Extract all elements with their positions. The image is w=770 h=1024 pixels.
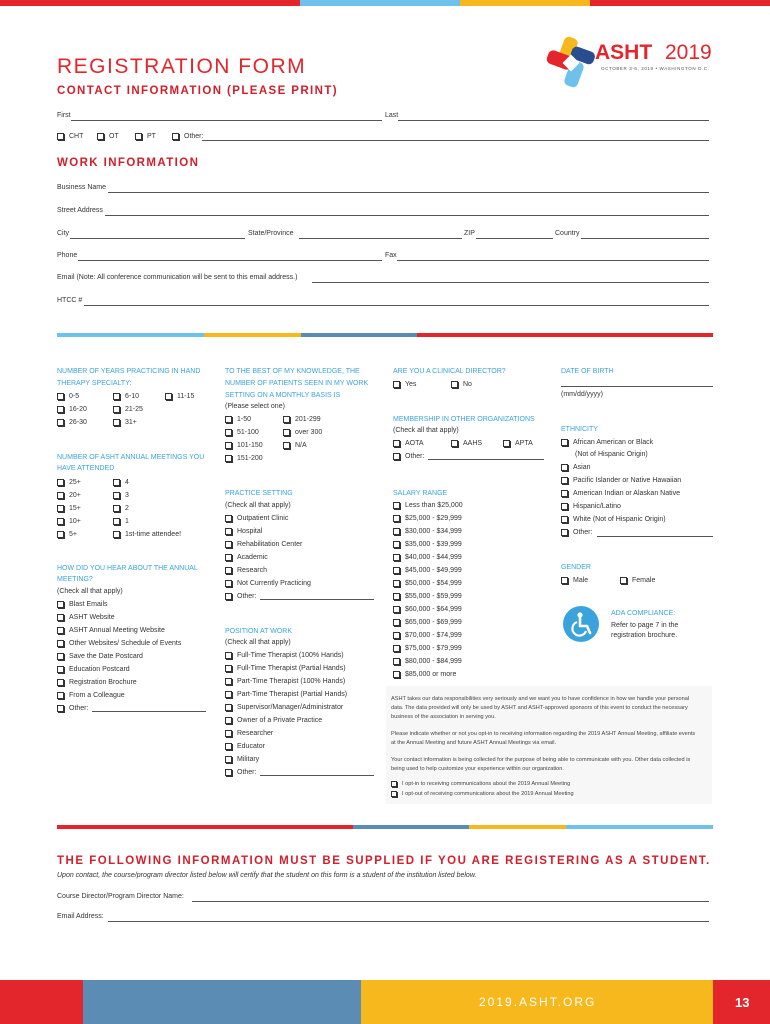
htcc-field[interactable] (84, 305, 709, 306)
meetings-15plus[interactable]: 15+ (57, 504, 81, 514)
setting-opt[interactable]: Rehabilitation Center (225, 540, 302, 550)
salary-opt[interactable]: $80,000 - $84,999 (393, 657, 462, 667)
notice-p1: ASHT takes our data responsibilities very seriously and we want you to have confidence in how we handle your personal data. The data provided will only be used by ASHT and ASHT-approved sponsors of this event to conduct the necessary business of the association in serving you. (391, 696, 690, 720)
salary-opt[interactable]: $85,000 or more (393, 670, 456, 680)
ethnicity-other-field[interactable] (597, 536, 713, 537)
phone-field[interactable] (78, 260, 382, 261)
page-title: REGISTRATION FORM (57, 55, 307, 78)
salary-opt[interactable]: $35,000 - $39,999 (393, 540, 462, 550)
position-opt[interactable]: Military (225, 755, 259, 765)
email-field[interactable] (312, 282, 709, 283)
ethnicity-title: ETHNICITY (561, 426, 598, 433)
hear-other[interactable]: Other: (57, 704, 88, 714)
dob-field[interactable] (561, 386, 713, 387)
hear-opt[interactable]: From a Colleague (57, 691, 125, 701)
patients-opt[interactable]: 101-150 (225, 441, 263, 451)
country-label: Country (555, 230, 580, 237)
ethnicity-opt[interactable]: Pacific Islander or Native Hawaiian (561, 476, 681, 486)
meetings-1[interactable]: 1 (113, 517, 129, 527)
cert-other-checkbox[interactable]: Other: (172, 132, 203, 142)
membership-other[interactable]: Other: (393, 452, 424, 462)
last-name-field[interactable] (398, 120, 709, 121)
position-opt[interactable]: Owner of a Private Practice (225, 716, 322, 726)
fax-label: Fax (385, 252, 397, 259)
years-31-plus[interactable]: 31+ (113, 418, 137, 428)
years-11-15[interactable]: 11-15 (165, 392, 194, 402)
position-opt[interactable]: Researcher (225, 729, 273, 739)
years-title-2: THERAPY SPECIALTY: (57, 380, 132, 387)
logo-year: 2019 (665, 41, 712, 64)
cert-pt-checkbox[interactable]: PT (135, 132, 156, 142)
contact-heading: CONTACT INFORMATION (PLEASE PRINT) (57, 85, 338, 97)
meetings-10plus[interactable]: 10+ (57, 517, 81, 527)
ethnicity-note: (Not of Hispanic Origin) (575, 451, 648, 458)
salary-title: SALARY RANGE (393, 490, 448, 497)
director-yes[interactable]: Yes (393, 380, 416, 390)
wheelchair-icon (563, 606, 599, 642)
setting-opt[interactable]: Academic (225, 553, 268, 563)
hear-sub: (Check all that apply) (57, 588, 123, 595)
meetings-2[interactable]: 2 (113, 504, 129, 514)
logo-tagline: OCTOBER 3-6, 2019 • WASHINGTON D.C. (601, 66, 710, 71)
position-other[interactable]: Other: (225, 768, 256, 778)
work-heading: WORK INFORMATION (57, 157, 200, 169)
hear-opt[interactable]: Save the Date Postcard (57, 652, 143, 662)
salary-opt[interactable]: $65,000 - $69,999 (393, 618, 462, 628)
htcc-label: HTCC # (57, 297, 83, 304)
fax-field[interactable] (397, 260, 709, 261)
divider-bar-2 (57, 825, 713, 829)
student-heading: THE FOLLOWING INFORMATION MUST BE SUPPLIED IF YOU ARE REGISTERING AS A STUDENT. (57, 855, 711, 867)
city-field[interactable] (70, 238, 245, 239)
street-field[interactable] (105, 215, 709, 216)
membership-title: MEMBERSHIP IN OTHER ORGANIZATIONS (393, 416, 535, 423)
ethnicity-other[interactable]: Other: (561, 528, 592, 538)
business-field[interactable] (108, 192, 709, 193)
student-subheading: Upon contact, the course/program director listed below will certify that the student on this form is a student of the institution listed below. (57, 872, 477, 879)
salary-opt[interactable]: $45,000 - $49,999 (393, 566, 462, 576)
cert-other-field[interactable] (202, 140, 709, 141)
top-color-bar (0, 0, 770, 6)
notice-p2: Please indicate whether or not you opt-in to receiving information regarding the 2019 ASHT Annual Meeting, affiliate events at the Annual Meeting and future ASHT Annual Meetings via email. (391, 731, 696, 746)
patients-opt[interactable]: 201-299 (283, 415, 321, 425)
city-label: City (57, 230, 70, 237)
dob-sub: (mm/dd/yyyy) (561, 391, 603, 398)
membership-aahs[interactable]: AAHS (451, 439, 482, 449)
zip-label: ZIP (464, 230, 475, 237)
director-email-field[interactable] (108, 921, 709, 922)
membership-aota[interactable]: AOTA (393, 439, 424, 449)
gender-female[interactable]: Female (620, 576, 655, 586)
salary-opt[interactable]: $40,000 - $44,999 (393, 553, 462, 563)
setting-opt[interactable]: Not Currently Practicing (225, 579, 311, 589)
setting-other[interactable]: Other: (225, 592, 256, 602)
setting-opt[interactable]: Hospital (225, 527, 262, 537)
first-name-field[interactable] (71, 120, 382, 121)
membership-sub: (Check all that apply) (393, 427, 459, 434)
hands-logo-icon (545, 35, 597, 90)
position-opt[interactable]: Part-Time Therapist (Partial Hands) (225, 690, 347, 700)
gender-title: GENDER (561, 564, 591, 571)
zip-field[interactable] (476, 238, 553, 239)
meetings-20plus[interactable]: 20+ (57, 491, 81, 501)
phone-label: Phone (57, 252, 78, 259)
hear-opt[interactable]: ASHT Website (57, 613, 115, 623)
setting-opt[interactable]: Outpatient Clinic (225, 514, 288, 524)
director-title: ARE YOU A CLINICAL DIRECTOR? (393, 368, 506, 375)
salary-opt[interactable]: $55,000 - $59,999 (393, 592, 462, 602)
director-name-label: Course Director/Program Director Name: (57, 893, 184, 900)
hear-opt[interactable]: Registration Brochure (57, 678, 137, 688)
street-label: Street Address (57, 207, 103, 214)
footer-bar (0, 980, 770, 1024)
years-21-25[interactable]: 21-25 (113, 405, 143, 415)
membership-apta[interactable]: APTA (503, 439, 533, 449)
meetings-4[interactable]: 4 (113, 478, 129, 488)
hear-opt[interactable]: Education Postcard (57, 665, 130, 675)
ethnicity-opt[interactable]: African American or Black (561, 438, 653, 448)
country-field[interactable] (581, 238, 709, 239)
state-field[interactable] (299, 238, 462, 239)
position-opt[interactable]: Full-Time Therapist (100% Hands) (225, 651, 344, 661)
hear-other-field[interactable] (92, 711, 206, 712)
salary-opt[interactable]: $60,000 - $64,999 (393, 605, 462, 615)
notice-p3: Your contact information is being collected for the purpose of being able to communicate with you. Other data collected is being used to help customize your experience within our organization. (391, 757, 691, 772)
salary-opt[interactable]: $50,000 - $54,999 (393, 579, 462, 589)
salary-opt[interactable]: $75,000 - $79,999 (393, 644, 462, 654)
cert-ot-checkbox[interactable]: OT (97, 132, 119, 142)
director-no[interactable]: No (451, 380, 472, 390)
setting-sub: (Check all that apply) (225, 502, 291, 509)
state-label: State/Province (248, 230, 294, 237)
page-number: 13 (735, 995, 750, 1010)
hear-opt[interactable]: Blast Emails (57, 600, 108, 610)
setting-opt[interactable]: Research (225, 566, 267, 576)
setting-title: PRACTICE SETTING (225, 490, 293, 497)
meetings-25plus[interactable]: 25+ (57, 478, 81, 488)
position-opt[interactable]: Full-Time Therapist (Partial Hands) (225, 664, 346, 674)
patients-opt[interactable]: N/A (283, 441, 307, 451)
footer-url[interactable]: 2019.ASHT.ORG (479, 995, 597, 1009)
dob-title: DATE OF BIRTH (561, 368, 614, 375)
salary-opt[interactable]: $70,000 - $74,999 (393, 631, 462, 641)
ethnicity-opt[interactable]: White (Not of Hispanic Origin) (561, 515, 666, 525)
first-name-label: First (57, 112, 71, 119)
position-title: POSITION AT WORK (225, 628, 293, 635)
salary-opt[interactable]: $25,000 - $29,999 (393, 514, 462, 524)
last-name-label: Last (385, 112, 399, 119)
patients-opt[interactable]: 151-200 (225, 454, 263, 464)
meetings-title: NUMBER OF ASHT ANNUAL MEETINGS YOU (57, 454, 205, 461)
salary-opt[interactable]: $30,000 - $34,999 (393, 527, 462, 537)
patients-sub: (Please select one) (225, 403, 285, 410)
patients-opt[interactable]: over 300 (283, 428, 322, 438)
ethnicity-opt[interactable]: American Indian or Alaskan Native (561, 489, 680, 499)
hear-title: HOW DID YOU HEAR ABOUT THE ANNUAL (57, 565, 198, 572)
director-name-field[interactable] (192, 901, 709, 902)
years-16-20[interactable]: 16-20 (57, 405, 87, 415)
years-0-5[interactable]: 0-5 (57, 392, 79, 402)
patients-opt[interactable]: 1-50 (225, 415, 251, 425)
years-title: NUMBER OF YEARS PRACTICING IN HAND (57, 368, 201, 375)
asht-logo (545, 35, 715, 90)
business-label: Business Name (57, 184, 107, 191)
hear-title-2: MEETING? (57, 576, 93, 583)
opt-in-checkbox[interactable]: I opt-in to receiving communications about the 2019 Annual Meeting (391, 780, 701, 789)
years-26-30[interactable]: 26-30 (57, 418, 87, 428)
position-opt[interactable]: Educator (225, 742, 265, 752)
position-other-field[interactable] (260, 775, 374, 776)
ada-line-2: registration brochure. (611, 632, 678, 639)
position-opt[interactable]: Supervisor/Manager/Administrator (225, 703, 343, 713)
membership-other-field[interactable] (428, 459, 544, 460)
email-label: Email (Note: All conference communication will be sent to this email address.) (57, 274, 298, 281)
meetings-3[interactable]: 3 (113, 491, 129, 501)
hear-opt[interactable]: ASHT Annual Meeting Website (57, 626, 165, 636)
logo-name: ASHT (595, 41, 653, 64)
salary-opt[interactable]: Less than $25,000 (393, 501, 463, 511)
ada-title: ADA COMPLIANCE: (611, 610, 676, 617)
cert-cht-checkbox[interactable]: CHT (57, 132, 83, 142)
position-sub: (Check all that apply) (225, 639, 291, 646)
years-6-10[interactable]: 6-10 (113, 392, 139, 402)
ada-line-1: Refer to page 7 in the (611, 622, 679, 629)
meetings-5plus[interactable]: 5+ (57, 530, 77, 540)
patients-title-3: SETTING ON A MONTHLY BASIS IS (225, 392, 341, 399)
ethnicity-opt[interactable]: Hispanic/Latino (561, 502, 621, 512)
patients-title-2: NUMBER OF PATIENTS SEEN IN MY WORK (225, 380, 369, 387)
meetings-first-time[interactable]: 1st-time attendee! (113, 530, 181, 540)
patients-title: TO THE BEST OF MY KNOWLEDGE, THE (225, 368, 360, 375)
privacy-notice (386, 686, 712, 804)
director-email-label: Email Address: (57, 913, 104, 920)
setting-other-field[interactable] (260, 599, 374, 600)
ethnicity-opt[interactable]: Asian (561, 463, 591, 473)
divider-bar (57, 333, 713, 337)
hear-opt[interactable]: Other Websites/ Schedule of Events (57, 639, 181, 649)
gender-male[interactable]: Male (561, 576, 588, 586)
meetings-title-2: HAVE ATTENDED (57, 465, 115, 472)
patients-opt[interactable]: 51-100 (225, 428, 259, 438)
position-opt[interactable]: Part-Time Therapist (100% Hands) (225, 677, 345, 687)
opt-out-checkbox[interactable]: I opt-out of receiving communications about the 2019 Annual Meeting (391, 790, 701, 799)
